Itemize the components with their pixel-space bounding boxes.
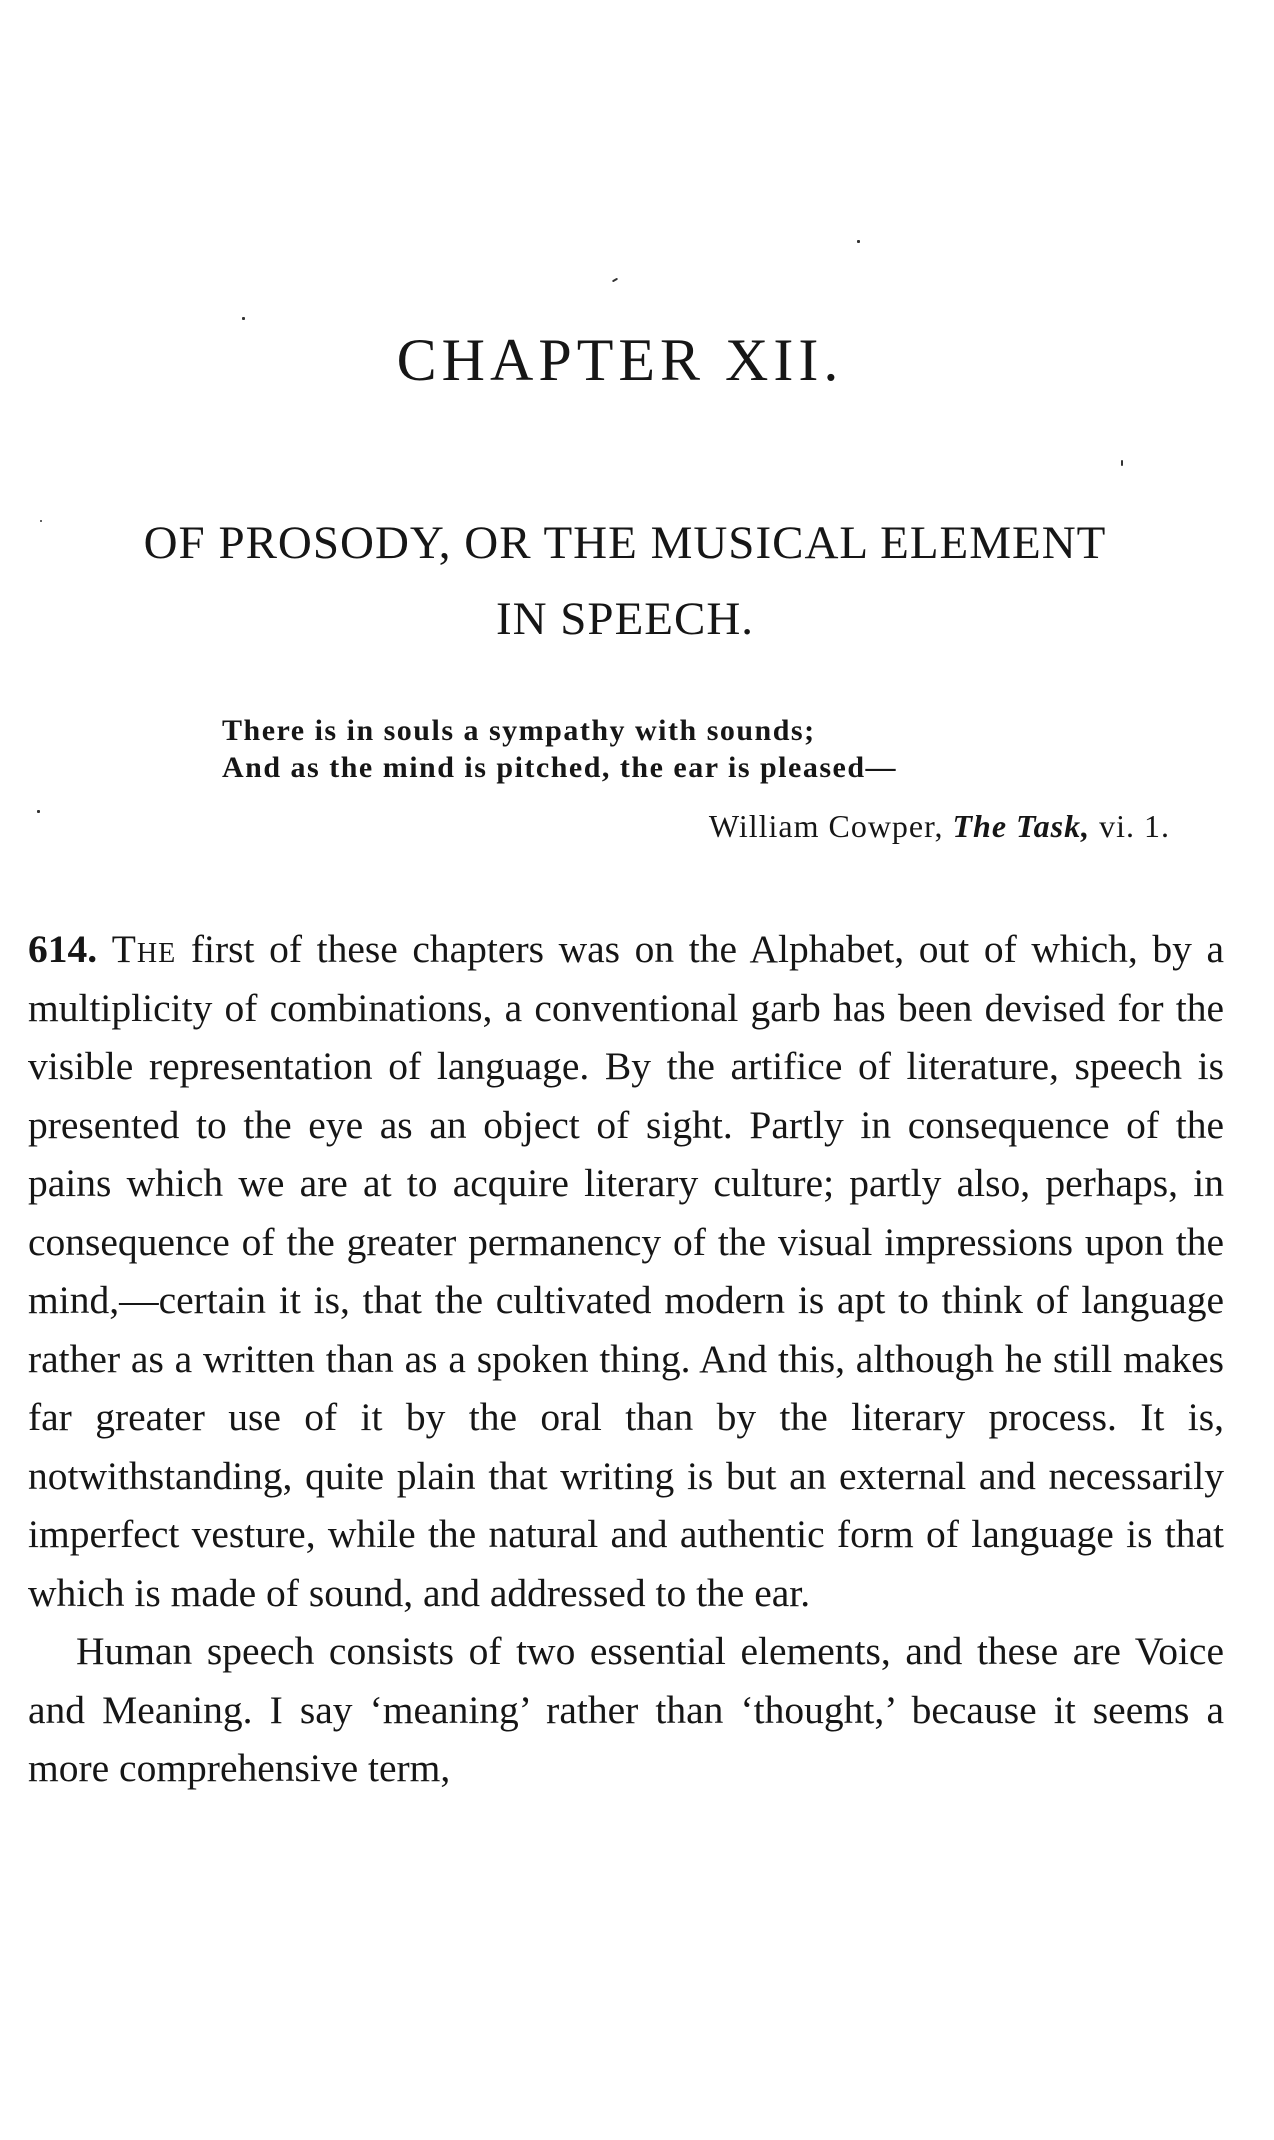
epigraph-line-2: And as the mind is pitched, the ear is pleased—	[222, 751, 898, 784]
scan-speck	[1121, 460, 1123, 466]
chapter-title-line-2: IN SPEECH.	[495, 593, 755, 645]
body-text	[28, 920, 1224, 1798]
chapter-heading: CHAPTER XII.	[396, 327, 844, 393]
attribution-work: The Task,	[952, 808, 1091, 844]
chapter-title	[60, 505, 1190, 657]
attribution-reference: vi. 1.	[1099, 808, 1170, 844]
paragraph-2-text: Human speech consists of two essential elements, and these are Voice and Meaning. I say ‘meaning’ rather than ‘thought,’ because it seems a more comprehensive term,	[28, 1629, 1224, 1790]
paragraph-1-text: first of these chapters was on the Alphabet, out of which, by a multiplicity of combinations, a conventional garb has been devised for the visible representation of language. By the artifice of literature, speech is presented to the eye as an object of sight. Partly in consequence of the pains which we are at to acquire literary culture; partly also, perhaps, in consequence of the greater permanency of the visual impressions upon the mind,—certain it is, that the cultivated modern is apt to think of language rather as a written than as a spoken thing. And this, although he still makes far greater use of it by the oral than by the literary process. It is, notwithstanding, quite plain that writing is but an external and necessarily imperfect vesture, while the natural and authentic form of language is that which is made of sound, and addressed to the ear.	[28, 927, 1225, 1615]
chapter-title-line-1: OF PROSODY, OR THE MUSICAL ELEMENT	[143, 517, 1107, 569]
paragraph-614	[28, 920, 1224, 1622]
epigraph-line-1: There is in souls a sympathy with sounds;	[222, 714, 816, 747]
attribution-author: William Cowper,	[708, 808, 944, 844]
epigraph-attribution	[709, 810, 1170, 842]
scan-speck	[37, 810, 40, 813]
scan-speck	[242, 317, 245, 320]
scan-speck	[612, 278, 618, 283]
paragraph-lead-word: The	[111, 927, 177, 971]
scan-speck	[40, 520, 42, 522]
scan-speck	[857, 240, 860, 243]
paragraph-number: 614.	[28, 927, 98, 971]
epigraph	[222, 712, 1182, 786]
paragraph-2	[28, 1622, 1224, 1798]
